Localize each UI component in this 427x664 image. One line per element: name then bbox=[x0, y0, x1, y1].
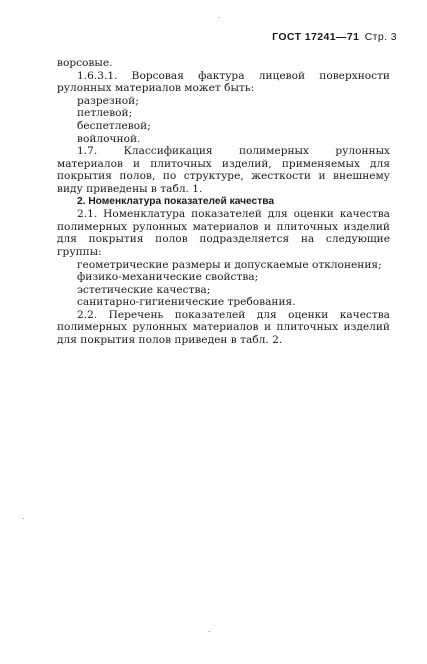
paragraph-continuation: ворсовые. bbox=[57, 57, 113, 69]
list-item: войлочной. bbox=[77, 132, 141, 145]
list-item: разрезной; bbox=[77, 94, 139, 107]
list-item: санитарно-гигиенические требования. bbox=[77, 296, 296, 309]
page-header bbox=[272, 31, 397, 43]
standard-number: ГОСТ 17241—71 bbox=[272, 31, 360, 43]
section-heading: 2. Номенклатура показателей качества bbox=[77, 195, 274, 207]
list-item: геометрические размеры и допускаемые отклонения; bbox=[77, 258, 382, 271]
paragraph-1-7: 1.7. Классификация полимерных рулонных материалов и плиточных изделий, применяемых для покрытия полов, по структуре, жесткости и внешнему виду приведены в табл. 1. bbox=[57, 145, 390, 195]
list-item: эстетические качества; bbox=[77, 283, 211, 296]
paragraph-2-1: 2.1. Номенклатура показателей для оценки качества полимерных рулонных материалов и плиточных изделий для покрытия полов подразделяется на следующие группы: bbox=[57, 208, 390, 258]
paragraph-1-6-3-1: 1.6.3.1. Ворсовая фактура лицевой поверхности рулонных материалов может быть: bbox=[57, 69, 390, 95]
scan-speck: · bbox=[218, 14, 221, 22]
scan-speck: · bbox=[22, 515, 25, 523]
paragraph-2-2: 2.2. Перечень показателей для оценки качества полимерных рулонных материалов и плиточных изделий для покрытия полов приведен в табл. 2. bbox=[57, 308, 390, 347]
list-item: физико-механические свойства; bbox=[77, 271, 259, 284]
list-item: беспетлевой; bbox=[77, 119, 151, 132]
document-body bbox=[57, 57, 390, 347]
page-number: Стр. 3 bbox=[364, 31, 397, 43]
list-item: петлевой; bbox=[77, 107, 133, 120]
scan-speck: · bbox=[208, 628, 211, 636]
